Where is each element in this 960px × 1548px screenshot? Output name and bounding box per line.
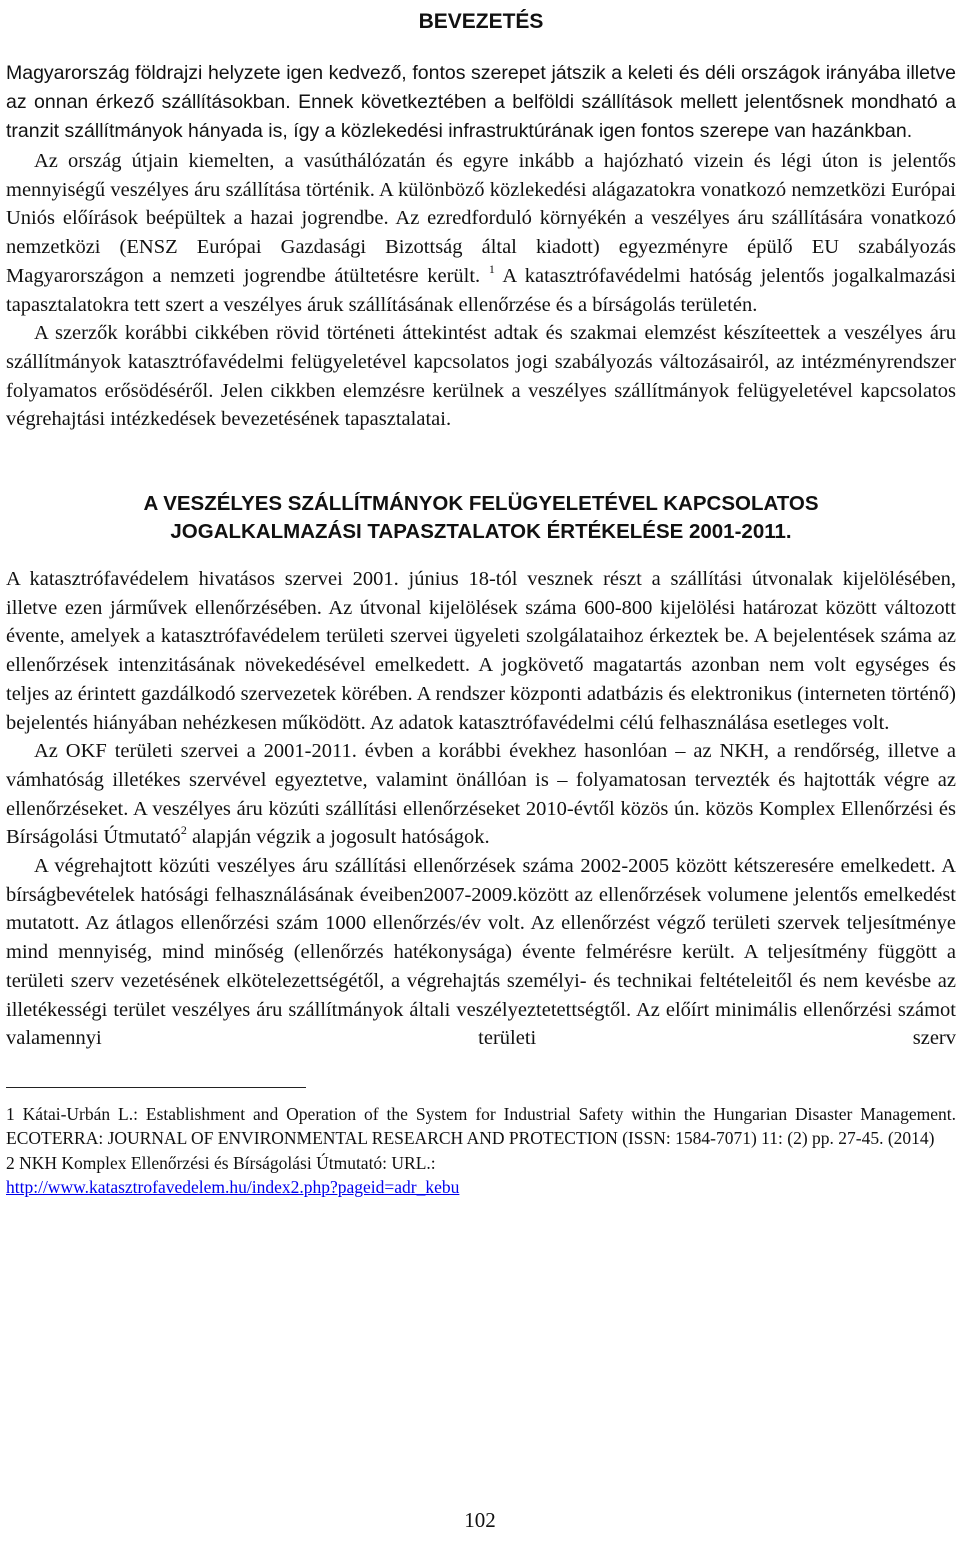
footnote-2-link-line bbox=[6, 1175, 956, 1200]
section2-heading-line2: JOGALKALMAZÁSI TAPASZTALATOK ÉRTÉKELÉSE 2001-2011. bbox=[170, 520, 792, 544]
section2-paragraph-3: A végrehajtott közúti veszélyes áru szállítási ellenőrzések száma 2002-2005 között kétszeresére emelkedett. A bírságbevételek hatósági felhasználásának éveiben2007-2009.között az ellenőrzések volumene jelentős emelkedést mutatott. Az átlagos ellenőrzési szám 1000 ellenőrzés/év volt. Az ellenőrzést végző területi szervek teljesítménye mind mennyiség, mind minőség (ellenőrzés hatékonysága) évente felmérésre került. A teljesítmény függött a területi szerv vezetésének elkötelezettségétől, a végrehajtás személyi- és technikai feltételeitől és nem kevésbe az illetékességi terület veszélyes áru szállítmányok általi veszélyeztetettségtől. Az előírt minimális ellenőrzési számot valamennyi területi szerv bbox=[6, 855, 956, 1050]
section2-paragraph-2b-text: alapján végzik a jogosult hatóságok. bbox=[191, 826, 490, 849]
intro-paragraph-1c-text: A katasztrófavédelmi hatóság jelentős jogalkalmazási tapasztalatokra tett szert a veszélyes áruk szállításának ellenőrzése és a bírságolás területén. bbox=[6, 264, 956, 316]
footnote-ref-1: 1 bbox=[488, 261, 495, 276]
section2-paragraph-2 bbox=[6, 737, 956, 852]
footnote-2-link[interactable]: http://www.katasztrofavedelem.hu/index2.php?pageid=adr_kebu bbox=[6, 1177, 460, 1198]
footnote-1: 1 Kátai-Urbán L.: Establishment and Operation of the System for Industrial Safety within the Hungarian Disaster Management. ECOTERRA: JOURNAL OF ENVIRONMENTAL RESEARCH AND PROTECTION (ISSN: 1584-7071) 11: (2) pp. 27-45. (2014) bbox=[6, 1103, 956, 1149]
section2-paragraph-1: A katasztrófavédelem hivatásos szervei 2001. június 18-tól vesznek részt a szállítási útvonalak kijelölésében, illetve ezen járművek ellenőrzésében. Az útvonal kijelölések száma 600-800 kijelölési határozat között változott évente, amelyek a katasztrófavédelem területi szervei ügyeleti szolgálataihoz érkeztek be. A bejelentések száma az ellenőrzések intenzitásának növekedésével emelkedett. A jogkövető magatartás azonban nem volt egységes és teljes az érintett gazdálkodó szervezetek körében. A rendszer központi adatbázis és elektronikus (interneten történő) bejelentés hiányában nehézkesen működött. Az adatok katasztrófavédelmi célú felhasználása esetleges volt. bbox=[6, 568, 956, 734]
footnote-2: 2 NKH Komplex Ellenőrzési és Bírságolási Útmutató: URL.: bbox=[6, 1152, 436, 1173]
section2-paragraph-2-text: Az OKF területi szervei a 2001-2011. évben a korábbi évekhez hasonlóan – az NKH, a rendőrség, illetve a vámhatóság illetékes szervével egyeztetve, valamint önállóan is – folyamatosan tervezték és hajtották végre az ellenőrzéseket. A veszélyes áru közúti szállítási ellenőrzéseket 2010-évtől közös ún. közös Komplex Ellenőrzési és Bírságolási Útmutató bbox=[6, 740, 956, 849]
footnote-ref-2: 2 bbox=[180, 823, 187, 838]
intro-paragraph-2: A szerzők korábbi cikkében rövid történeti áttekintést adtak és szakmai elemzést készíteettek a veszélyes áru szállítmányok katasztrófavédelmi felügyeletével kapcsolatos jogi szabályozás változásairól, az intézményrendszer folyamatos erősödéséről. Jelen cikkben elemzésre kerülnek a veszélyes szállítmányok felügyeletével kapcsolatos végrehajtási intézkedések bevezetésének tapasztalatai. bbox=[6, 322, 956, 431]
intro-paragraph-1b bbox=[6, 147, 956, 319]
intro-heading: BEVEZETÉS bbox=[418, 10, 544, 33]
intro-paragraph-1b-text: Az ország útjain kiemelten, a vasúthálózatán és egyre inkább a hajózható vizein és légi úton is jelentős mennyiségű veszélyes áru szállítása történik. A különböző közlekedési alágazatokra vonatkozó nemzetközi Európai Uniós előírások beépültek a hazai jogrendbe. Az ezredforduló környékén a veszélyes áru szállítására vonatkozó nemzetközi (ENSZ Európai Gazdasági Bizottság által kiadott) egyezményre épülő EU szabályozás Magyarországon a nemzeti jogrendbe átültetésre került. bbox=[6, 150, 956, 287]
section2-heading-line1: A VESZÉLYES SZÁLLÍTMÁNYOK FELÜGYELETÉVEL KAPCSOLATOS bbox=[143, 492, 819, 516]
page-number: 102 bbox=[464, 1508, 496, 1532]
intro-paragraph-1a: Magyarország földrajzi helyzete igen kedvező, fontos szerepet játszik a keleti és déli országok irányába illetve az onnan érkező szállításokban. Ennek következtében a belföldi szállítások mellett jelentősnek mondható a tranzit szállítmányok hányada is, így a közlekedési infrastruktúrának igen fontos szerepe van hazánkban. bbox=[6, 62, 956, 142]
page-body bbox=[6, 0, 956, 1200]
